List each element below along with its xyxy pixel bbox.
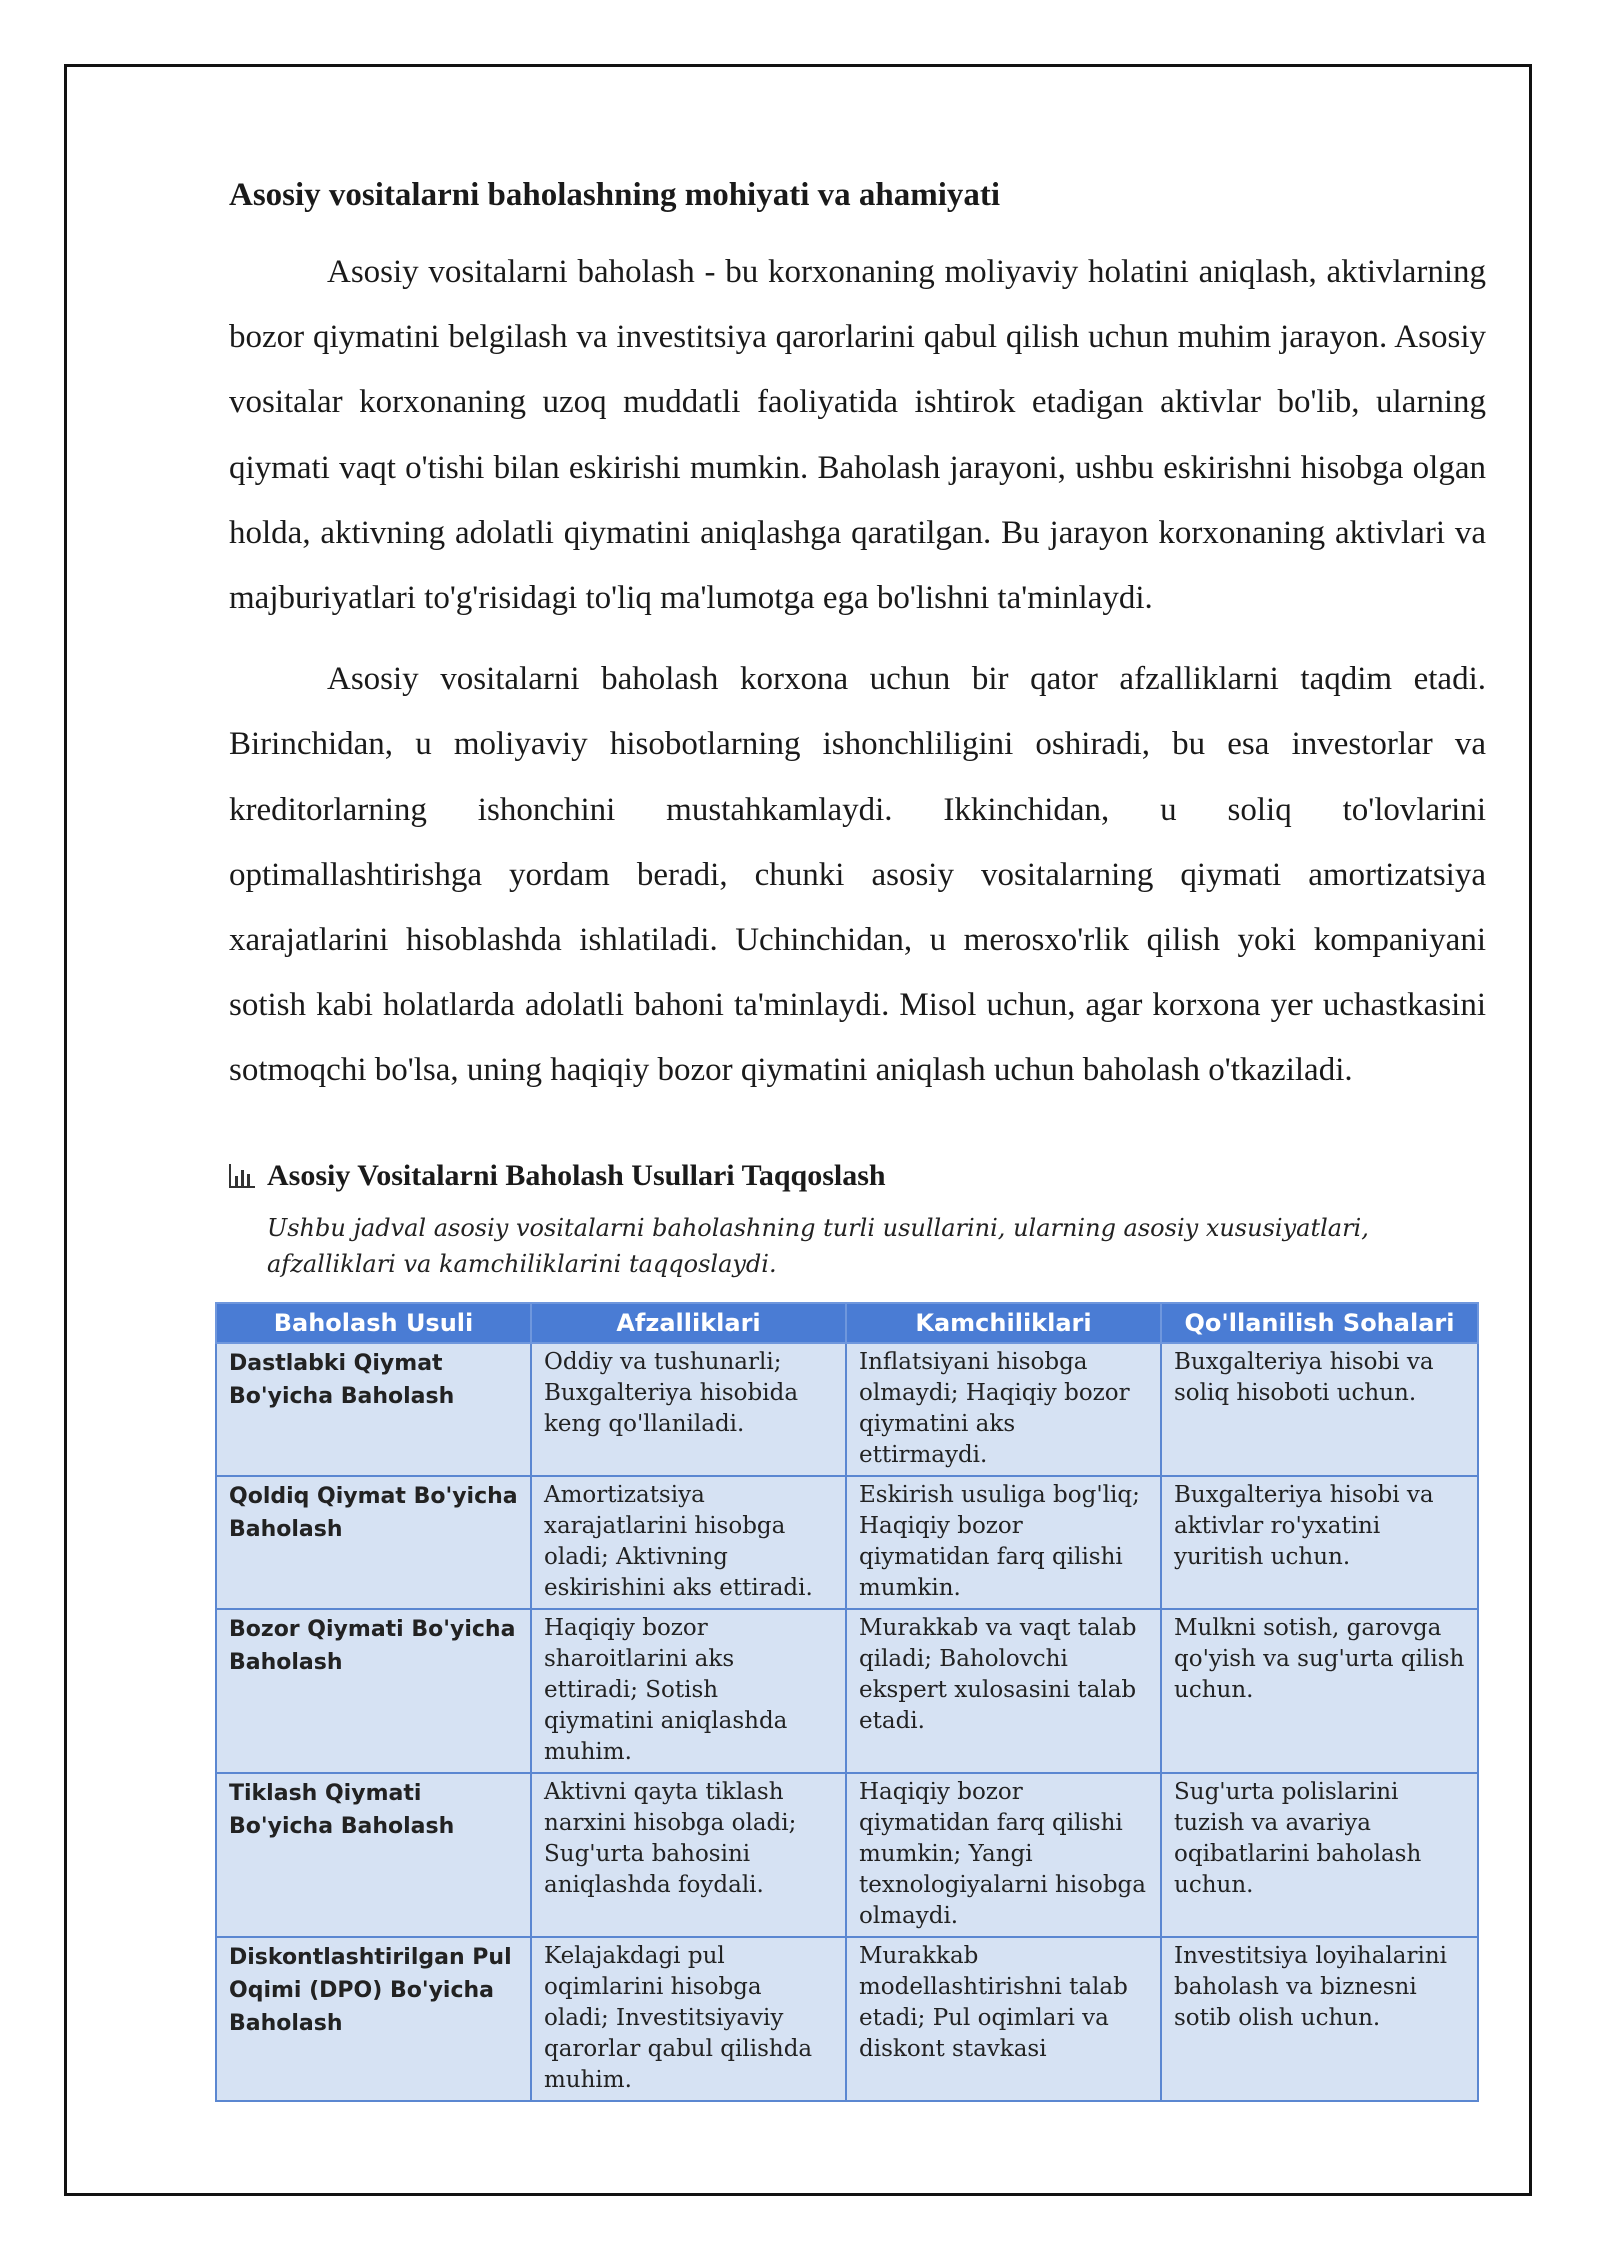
bar-chart-icon xyxy=(229,1164,255,1188)
application-cell: Mulkni sotish, garovga qo'yish va sug'urta qilish uchun. xyxy=(1161,1609,1478,1773)
table-row xyxy=(216,1937,1478,2101)
advantages-cell: Kelajakdagi pul oqimlarini hisobga oladi; Investitsiyaviy qarorlar qabul qilishda muhim. xyxy=(531,1937,846,2101)
table-row xyxy=(216,1476,1478,1609)
table-title xyxy=(229,1154,1486,1198)
disadvantages-cell: Eskirish usuliga bog'liq; Haqiqiy bozor qiymatidan farq qilishi mumkin. xyxy=(846,1476,1161,1609)
table-header-row xyxy=(216,1303,1478,1343)
advantages-cell: Haqiqiy bozor sharoitlarini aks ettiradi; Sotish qiymatini aniqlashda muhim. xyxy=(531,1609,846,1773)
disadvantages-cell: Haqiqiy bozor qiymatidan farq qilishi mumkin; Yangi texnologiyalarni hisobga olmaydi. xyxy=(846,1773,1161,1937)
method-cell: Qoldiq Qiymat Bo'yicha Baholash xyxy=(216,1476,531,1609)
method-cell: Tiklash Qiymati Bo'yicha Baholash xyxy=(216,1773,531,1937)
header-cell: Afzalliklari xyxy=(531,1303,846,1343)
application-cell: Buxgalteriya hisobi va soliq hisoboti uchun. xyxy=(1161,1343,1478,1476)
method-cell: Dastlabki Qiymat Bo'yicha Baholash xyxy=(216,1343,531,1476)
header-cell: Baholash Usuli xyxy=(216,1303,531,1343)
table-row xyxy=(216,1609,1478,1773)
paragraph-1: Asosiy vositalarni baholash - bu korxonaning moliyaviy holatini aniqlash, aktivlarning bozor qiymatini belgilash va investitsiya qarorlarini qabul qilish uchun muhim jarayon. Asosiy vositalar korxonaning uzoq muddatli faoliyatida ishtirok etadigan aktivlar bo'lib, ularning qiymati vaqt o'tishi bilan eskirishi mumkin. Baholash jarayoni, ushbu eskirishni hisobga olgan holda, aktivning adolatli qiymatini aniqlashga qaratilgan. Bu jarayon korxonaning aktivlari va majburiyatlari to'g'risidagi to'liq ma'lumotga ega bo'lishni ta'minlaydi. xyxy=(229,254,1486,617)
table-title-text: Asosiy Vositalarni Baholash Usullari Taqqoslash xyxy=(267,1158,886,1192)
application-cell: Investitsiya loyihalarini baholash va biznesni sotib olish uchun. xyxy=(1161,1937,1478,2101)
section-heading: Asosiy vositalarni baholashning mohiyati va ahamiyati xyxy=(229,177,1001,213)
comparison-table xyxy=(215,1302,1479,2102)
paragraph-2: Asosiy vositalarni baholash korxona uchun bir qator afzalliklarni taqdim etadi. Birinchidan, u moliyaviy hisobotlarning ishonchliligini oshiradi, bu esa investorlar va kreditorlarning ishonchini mustahkamlaydi. Ikkinchidan, u soliq to'lovlarini optimallashtirishga yordam beradi, chunki asosiy vositalarning qiymati amortizatsiya xarajatlarini hisoblashda ishlatiladi. Uchinchidan, u merosxo'rlik qilish yoki kompaniyani sotish kabi holatlarda adolatli bahoni ta'minlaydi. Misol uchun, agar korxona yer uchastkasini sotmoqchi bo'lsa, uning haqiqiy bozor qiymatini aniqlash uchun baholash o'tkaziladi. xyxy=(229,661,1486,1089)
application-cell: Sug'urta polislarini tuzish va avariya oqibatlarini baholash uchun. xyxy=(1161,1773,1478,1937)
advantages-cell: Oddiy va tushunarli; Buxgalteriya hisobida keng qo'llaniladi. xyxy=(531,1343,846,1476)
advantages-cell: Amortizatsiya xarajatlarini hisobga oladi; Aktivning eskirishini aks ettiradi. xyxy=(531,1476,846,1609)
method-cell: Diskontlashtirilgan Pul Oqimi (DPO) Bo'yicha Baholash xyxy=(216,1937,531,2101)
advantages-cell: Aktivni qayta tiklash narxini hisobga oladi; Sug'urta bahosini aniqlashda foydali. xyxy=(531,1773,846,1937)
document-body xyxy=(229,170,1486,2102)
table-row xyxy=(216,1343,1478,1476)
disadvantages-cell: Murakkab modellashtirishni talab etadi; Pul oqimlari va diskont stavkasi xyxy=(846,1937,1161,2101)
header-cell: Qo'llanilish Sohalari xyxy=(1161,1303,1478,1343)
disadvantages-cell: Inflatsiyani hisobga olmaydi; Haqiqiy bozor qiymatini aks ettirmaydi. xyxy=(846,1343,1161,1476)
application-cell: Buxgalteriya hisobi va aktivlar ro'yxatini yuritish uchun. xyxy=(1161,1476,1478,1609)
header-cell: Kamchiliklari xyxy=(846,1303,1161,1343)
table-row xyxy=(216,1773,1478,1937)
table-caption: Ushbu jadval asosiy vositalarni baholashning turli usullarini, ularning asosiy xususiyatlari, afzalliklari va kamchiliklarini taqqoslaydi. xyxy=(267,1213,1369,1278)
disadvantages-cell: Murakkab va vaqt talab qiladi; Baholovchi ekspert xulosasini talab etadi. xyxy=(846,1609,1161,1773)
method-cell: Bozor Qiymati Bo'yicha Baholash xyxy=(216,1609,531,1773)
